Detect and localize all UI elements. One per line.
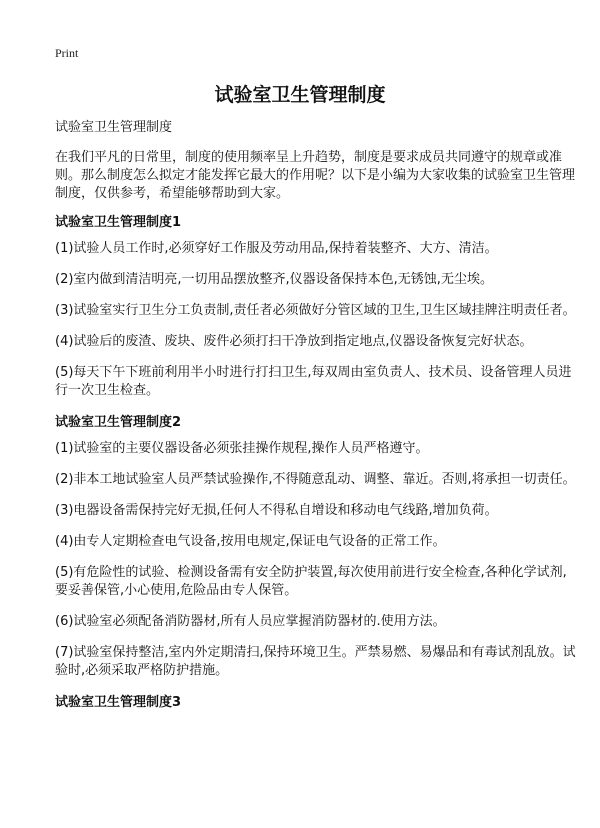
page-title: 试验室卫生管理制度 — [214, 84, 386, 106]
list-item: (1)试验室的主要仪器设备必须张挂操作规程,操作人员严格遵守。 — [55, 441, 429, 456]
section-heading: 试验室卫生管理制度2 — [55, 415, 182, 430]
intro-paragraph: 在我们平凡的日常里，制度的使用频率呈上升趋势，制度是要求成员共同遵守的规章或准则。那么制度怎么拟定才能发挥它最大的作用呢？以下是小编为大家收集的试验室卫生管理制度，仅供参考，希望能够帮助到大家。 — [55, 150, 576, 201]
list-item: (3)电器设备需保持完好无损,任何人不得私自增设和移动电气线路,增加负荷。 — [55, 503, 498, 518]
section-2 — [55, 413, 577, 680]
list-item: (3)试验室实行卫生分工负责制,责任者必须做好分管区域的卫生,卫生区域挂牌注明责任者。 — [55, 303, 576, 318]
list-item: (4)试验后的废渣、废块、废件必须打扫干净放到指定地点,仪器设备恢复完好状态。 — [55, 334, 533, 349]
section-heading: 试验室卫生管理制度3 — [55, 695, 182, 710]
list-item: (5)每天下午下班前利用半小时进行打扫卫生,每双周由室负责人、技术员、设备管理人员进行一次卫生检查。 — [55, 365, 572, 398]
document-body — [55, 118, 577, 720]
list-item: (6)试验室必须配备消防器材,所有人员应掌握消防器材的.使用方法。 — [55, 614, 446, 629]
list-item: (1)试验人员工作时,必须穿好工作服及劳动用品,保持着装整齐、大方、清洁。 — [55, 241, 498, 256]
list-item: (2)非本工地试验室人员严禁试验操作,不得随意乱动、调整、靠近。否则,将承担一切责任。 — [55, 472, 576, 487]
section-heading: 试验室卫生管理制度1 — [55, 215, 182, 230]
document-subtitle: 试验室卫生管理制度 — [55, 120, 173, 135]
print-link[interactable]: Print — [55, 46, 79, 60]
section-1 — [55, 213, 577, 400]
list-item: (5)有危险性的试验、检测设备需有安全防护装置,每次使用前进行安全检查,各种化学试剂,要妥善保管,小心使用,危险品由专人保管。 — [55, 565, 567, 598]
list-item: (2)室内做到清洁明亮,一切用品摆放整齐,仪器设备保持本色,无锈蚀,无尘埃。 — [55, 272, 493, 287]
list-item: (4)由专人定期检查电气设备,按用电规定,保证电气设备的正常工作。 — [55, 534, 446, 549]
section-3 — [55, 693, 577, 713]
list-item: (7)试验室保持整洁,室内外定期清扫,保持环境卫生。严禁易燃、易爆品和有毒试剂乱放。试验时,必须采取严格防护措施。 — [55, 645, 576, 678]
